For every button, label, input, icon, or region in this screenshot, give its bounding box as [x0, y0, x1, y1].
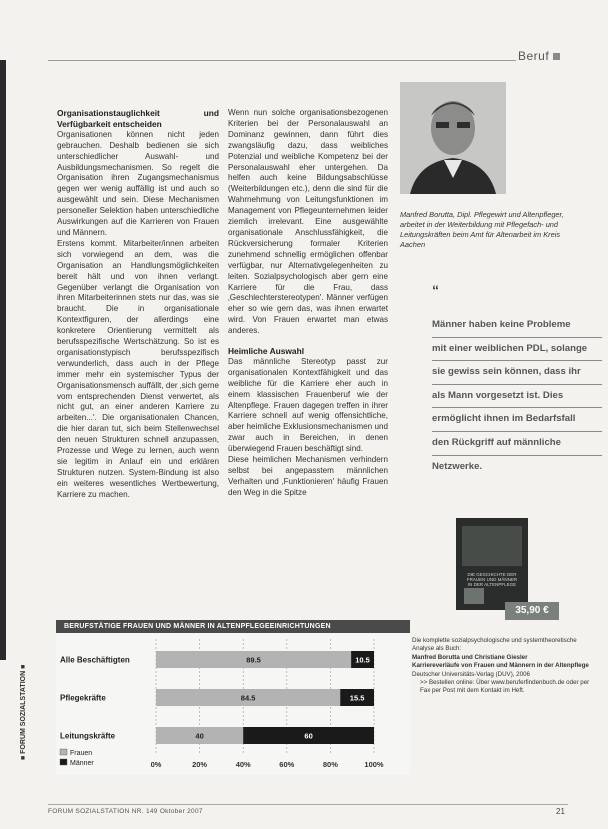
- article-paragraph: Erstens kommt. Mitarbeiter/innen arbeiten sich vorwiegend an dem, was die Organisation an Handlungsmöglichkeiten bereit hält und von ihnen verlangt. Gegenüber verlangt die Organisation von ihren Mitarbeiterinnen stets nur das, was sie braucht. Die in organisationale Kontextfiguren, der allerdings eine konkretere Orientierung vermittelt als berufsspezifische Wertschätzung. So ist es organisationstypisch berufsspezifisch verwunderlich, dass auch in der Pflege immer mehr ein systemischer Typus der Organisationsmensch auffällt, der ‚sich gerne vom entsprechenden Dienst verwertet, als nicht gut, an einer anderen Karriere zu arbeiten...'. Die organisationalen Chancen, die hier daran tut, sich beim Stellenwechsel den neuen Strukturen schnell anzupassen, Prozesse und Wege zu lernen, auch wenn sie legitim in Anlauf ein und erklären Strukturen nutzen. System-Bindung ist also ein weiteres wesentliches Wertbewertung, Karriere zu machen.: [57, 238, 219, 499]
- legend-entry: Frauen: [70, 750, 93, 757]
- book-info-line: Karriereverläufe von Frauen und Männern in der Altenpflege: [412, 662, 589, 670]
- x-tick-label: 40%: [235, 760, 251, 769]
- pull-quote: [432, 314, 602, 478]
- quote-line: ermöglicht ihnen im Bedarfsfall: [432, 408, 602, 432]
- sidebar-label: ■ FORUM SOZIALSTATION ■: [20, 664, 27, 760]
- book-info-line: Die komplette sozialpsychologische und systemtheoretische Analyse als Buch:: [412, 637, 577, 653]
- chart: [56, 633, 410, 775]
- quote-line: als Mann vorgesetzt ist. Dies: [432, 385, 602, 409]
- book-info: [412, 637, 592, 696]
- chart-title: BERUFSTÄTIGE FRAUEN UND MÄNNER IN ALTENPFLEGEEINRICHTUNGEN: [56, 620, 410, 633]
- portrait-image: [400, 82, 506, 194]
- legend-swatch: [60, 749, 67, 755]
- category-label: Leitungskräfte: [60, 731, 116, 741]
- data-label: 84.5: [240, 693, 256, 703]
- article-column-2: [228, 108, 388, 499]
- book-cover: [456, 518, 528, 610]
- book-info-line: Deutscher Universitäts-Verlag (DUV), 2006: [412, 670, 530, 678]
- book-info-line[interactable]: >> Bestellen online: Über www.beruferfindenbuch.de oder per Fax per Post mit dem Kontakt im Heft.: [420, 679, 590, 695]
- section-label: Beruf: [518, 49, 560, 63]
- quote-line: mit einer weiblichen PDL, solange: [432, 338, 602, 362]
- article-column-1: [57, 108, 219, 501]
- footer-rule: [48, 804, 568, 805]
- book-publisher-logo: [464, 588, 484, 604]
- section-square-icon: [553, 53, 560, 60]
- x-tick-label: 80%: [322, 760, 338, 769]
- page-spine: [0, 60, 6, 660]
- quote-line: den Rückgriff auf männliche: [432, 432, 602, 456]
- data-label: 60: [304, 731, 313, 741]
- data-label: 40: [195, 731, 204, 741]
- footer-text: FORUM SOZIALSTATION NR. 149 Oktober 2007: [48, 808, 203, 815]
- x-tick-label: 0%: [150, 760, 162, 769]
- legend-entry: Männer: [70, 760, 94, 767]
- data-label: 10.5: [355, 655, 370, 665]
- article-paragraph: Diese heimlichen Mechanismen verhindern selbst bei angepasstem männlichen Verhalten und ‚Funktionieren' häufig Frauen den Weg in die Spitze: [228, 455, 388, 497]
- book-cover-image: [462, 526, 522, 566]
- price-badge: 35,90 €: [505, 602, 559, 620]
- header-rule: [48, 60, 516, 61]
- quote-line: sie gewiss sein können, dass ihr: [432, 361, 602, 385]
- book-info-line: Manfred Borutta und Christiane Giesler: [412, 653, 528, 661]
- x-tick-label: 100%: [364, 760, 384, 769]
- x-tick-label: 60%: [279, 760, 295, 769]
- article-paragraph: Das männliche Stereotyp passt zur organisationalen Kontextfähigkeit und das weibliche für die Karriere eher auch in einem klassischen Frauenberuf wie der Altenpflege. Frauen dagegen treffen in ihrer Karriere schnell auf wenig offensichtliche, aber heimliche Exklusionsmechanismen und zwar auch in Bereichen, in denen überwiegend Frauen beschäftigt sind.: [228, 356, 388, 454]
- data-label: 15.5: [349, 693, 365, 703]
- photo-caption: Manfred Borutta, Dipl. Pflegewirt und Altenpfleger, arbeitet in der Weiterbildung mit Pflegefach- und Leitungskräften beim Amt für Altenarbeit im Kreis Aachen: [400, 210, 564, 249]
- article-paragraph: Organisationen können nicht jeden gebrauchen. Deshalb bedienen sie sich unterschiedlicher Auswahl- und Ausbildungsmechanismen. So regelt die Organisation ihren Zugangsmechanismus gegen wer wenig auffällig ist und auch so ausgewählt und sein. Diese Mechanismen personeller Selektion haben unterschiedliche Auswirkungen auf die Karrieren von Frauen und Männern.: [57, 129, 219, 237]
- quote-line: Männer haben keine Probleme: [432, 314, 602, 338]
- category-label: Alle Beschäftigten: [60, 655, 130, 665]
- author-photo: [400, 82, 506, 194]
- page-number: 21: [556, 807, 565, 816]
- category-label: Pflegekräfte: [60, 693, 106, 703]
- data-label: 89.5: [246, 655, 261, 665]
- quote-mark: “: [432, 282, 439, 298]
- article-heading: Organisationstauglichkeit und Verfügbarkeit entscheiden: [57, 108, 219, 129]
- x-tick-label: 20%: [192, 760, 208, 769]
- legend-swatch: [60, 759, 67, 765]
- chart-svg: [56, 633, 410, 775]
- article-paragraph: Wenn nun solche organisationsbezogenen Kriterien bei der Personalauswahl an Dominanz gewinnen, dann führt dies zwangsläufig dazu, dass weibliches Potenzial und weibliche Kompetenz bei der Personalauswahl eher untergehen. Da helfen auch keine Bildungsabschlüsse (Weiterbildungen etc.), denn die sind für die Wahrnehmung von Leitungsfunktionen im Management von Pflegeunternehmen leider ziemlich irrelevant. Eine ausgewählte organisationale Anschlussfähigkeit, die Rückversicherung formaler Kriterien zunehmend schnellig ermöglichen offenbar verfügbar, nur Alternativgelegenheiten zu leiten. Sozialpsychologisch aber gern eine Karriere für die Frau, dass ‚Geschlechterstereotypen'. Männer verfügen eher so wie gern das, was ihnen erwartet wird. Von Frauen erwartet man etwas anderes.: [228, 108, 388, 336]
- quote-line: Netzwerke.: [432, 460, 483, 472]
- article-heading: Heimliche Auswahl: [228, 346, 305, 357]
- book-cover-title: DIE GESCHICHTE DER FRAUEN UND MÄNNER IN DER ALTENPFLEGE: [466, 572, 518, 587]
